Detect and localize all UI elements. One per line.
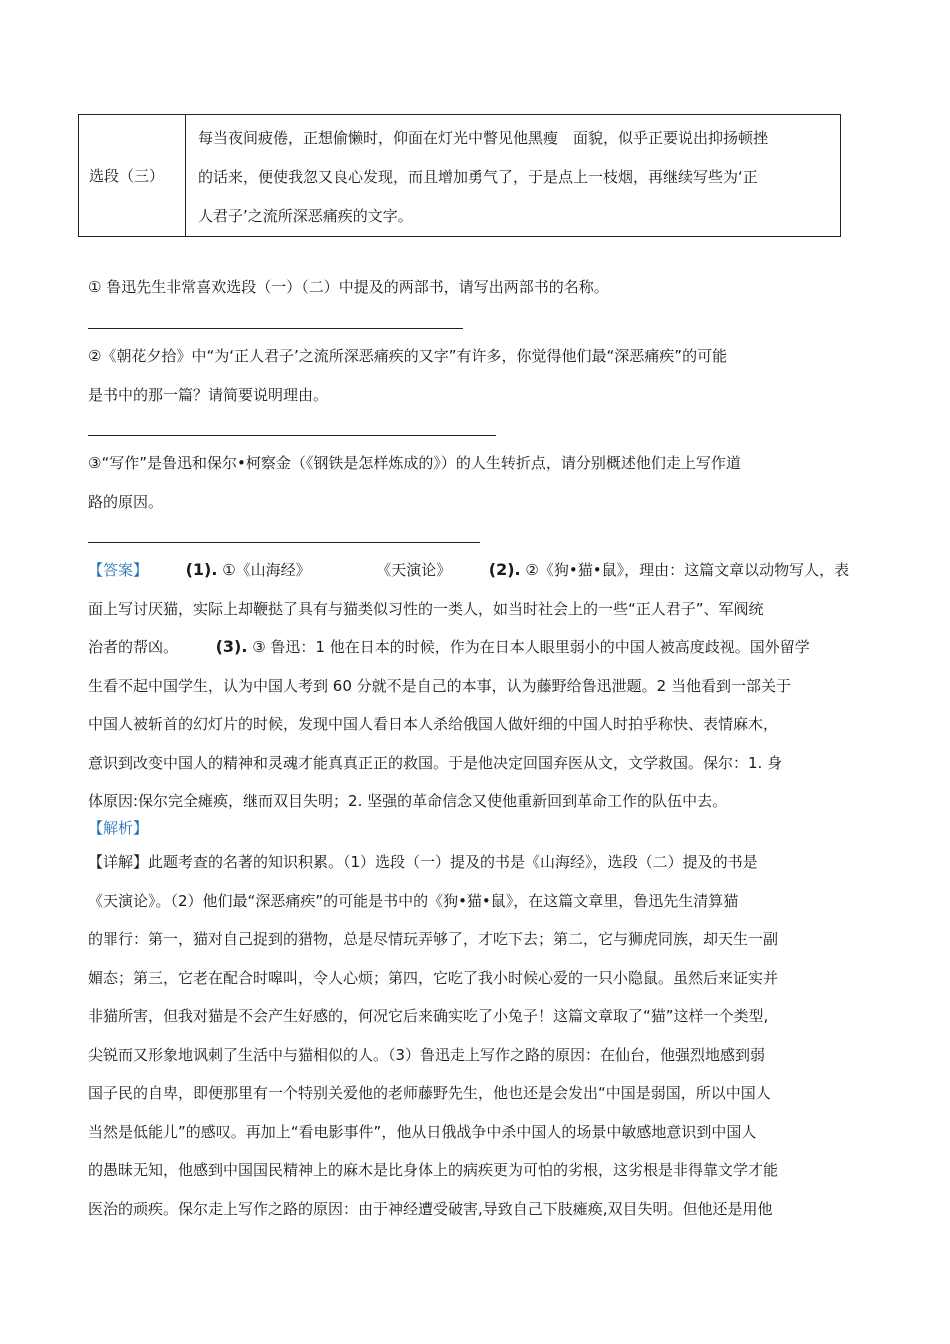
answer-line: 生看不起中国学生，认为中国人考到 60 分就不是自己的本事，认为藤野给鲁迅泄题。2 当他看到一部关于 bbox=[88, 676, 791, 695]
excerpt-line: 每当夜间疲倦，正想偷懒时，仰面在灯光中瞥见他黑瘦 面貌，似乎正要说出抑扬顿挫 bbox=[198, 129, 769, 147]
answer-blank-2[interactable] bbox=[88, 435, 496, 436]
detail-tag: 【详解】 bbox=[88, 853, 149, 871]
excerpt-line: 人君子’之流所深恶痛疾的文字。 bbox=[198, 207, 413, 225]
answer-line bbox=[88, 551, 878, 590]
analysis-line: 医治的顽疾。保尔走上写作之路的原因：由于神经遭受破害,导致自己下肢瘫痪,双目失明。但他还是用他 bbox=[88, 1199, 773, 1218]
answer-number: (2). bbox=[488, 560, 521, 579]
analysis-line: 媚态；第三，它老在配合时嗥叫，令人心烦；第四，它吃了我小时候心爱的一只小隐鼠。虽然后来证实并 bbox=[88, 968, 779, 987]
question-3-line-1: ③“写作”是鲁迅和保尔•柯察金（《钢铁是怎样炼成的》）的人生转折点，请分别概述他们走上写作道 bbox=[88, 454, 741, 472]
answer-number: (3). bbox=[215, 637, 248, 656]
answer-text: 《天演论》 bbox=[376, 561, 452, 579]
answer-section bbox=[88, 551, 878, 821]
analysis-line: 非猫所害，但我对猫是不会产生好感的，何况它后来确实吃了小兔子！这篇文章取了“猫”这样一个类型, bbox=[88, 1007, 769, 1025]
analysis-line: 《天演论》。（2）他们最“深恶痛疾”的可能是书中的《狗•猫•鼠》，在这篇文章里，鲁迅先生清算猫 bbox=[88, 891, 739, 910]
answer-text: ②《狗•猫•鼠》，理由：这篇文章以动物写人，表 bbox=[525, 561, 850, 579]
answer-line: 体原因:保尔完全瘫痪，继而双目失明；2. 坚强的革命信念又使他重新回到革命工作的队伍中去。 bbox=[88, 792, 728, 810]
analysis-text: 此题考查的名著的知识积累。（1）选段（一）提及的书是《山海经》，选段（二）提及的书是 bbox=[148, 853, 758, 871]
answer-number: (1). bbox=[185, 560, 218, 579]
excerpt-label: 选段（三） bbox=[79, 115, 186, 236]
analysis-line: 当然是低能儿”的感叹。再加上“看电影事件”，他从日俄战争中杀中国人的场景中敏感地意识到中国人 bbox=[88, 1122, 757, 1141]
answer-line: 意识到改变中国人的精神和灵魂才能真真正正的救国。于是他决定回国弃医从文，文学救国。保尔：1. 身 bbox=[88, 753, 783, 772]
analysis-tag: 【解析】 bbox=[88, 819, 149, 837]
analysis-line: 的愚昧无知，他感到中国国民精神上的麻木是比身体上的病疾更为可怕的劣根，这劣根是非得靠文学才能 bbox=[88, 1161, 779, 1179]
excerpt-table bbox=[78, 114, 841, 237]
answer-blank-3[interactable] bbox=[88, 542, 480, 543]
excerpt-line: 的话来，便使我忽又良心发现，而且增加勇气了，于是点上一枝烟，再继续写些为‘正 bbox=[198, 168, 758, 186]
question-2-line-2: 是书中的那一篇？请简要说明理由。 bbox=[88, 386, 329, 404]
excerpt-text bbox=[186, 115, 840, 236]
answer-line: 面上写讨厌猫，实际上却鞭挞了具有与猫类似习性的一类人，如当时社会上的一些“正人君子”、军阀统 bbox=[88, 599, 764, 618]
answer-line: 中国人被斩首的幻灯片的时候，发现中国人看日本人杀给俄国人做奸细的中国人时拍乎称快、表情麻木， bbox=[88, 715, 779, 733]
analysis-line: 尖锐而又形象地讽刺了生活中与猫相似的人。（3）鲁迅走上写作之路的原因：在仙台，他强烈地感到弱 bbox=[88, 1045, 766, 1064]
question-1: ① 鲁迅先生非常喜欢选段（一）（二）中提及的两部书，请写出两部书的名称。 bbox=[88, 278, 609, 296]
answer-text: 治者的帮凶。 bbox=[88, 638, 179, 656]
analysis-section bbox=[88, 813, 878, 1228]
answer-line bbox=[88, 628, 878, 667]
answer-blank-1[interactable] bbox=[88, 328, 463, 329]
analysis-line bbox=[88, 843, 878, 882]
answer-text: ①《山海经》 bbox=[222, 561, 311, 579]
answer-text: ③ 鲁迅：1 他在日本的时候，作为在日本人眼里弱小的中国人被高度歧视。国外留学 bbox=[252, 638, 810, 656]
question-3-line-2: 路的原因。 bbox=[88, 493, 164, 511]
answer-tag: 【答案】 bbox=[88, 561, 149, 579]
analysis-line: 的罪行：第一，猫对自己捉到的猎物，总是尽情玩弄够了，才吃下去；第二，它与狮虎同族，却天生一副 bbox=[88, 930, 779, 948]
question-2-line-1: ②《朝花夕拾》中“为‘正人君子’之流所深恶痛疾的又字”有许多，你觉得他们最“深恶痛疾”的可能 bbox=[88, 347, 728, 365]
analysis-line: 国子民的自卑，即便那里有一个特别关爱他的老师藤野先生，他也还是会发出“中国是弱国，所以中国人 bbox=[88, 1084, 771, 1102]
